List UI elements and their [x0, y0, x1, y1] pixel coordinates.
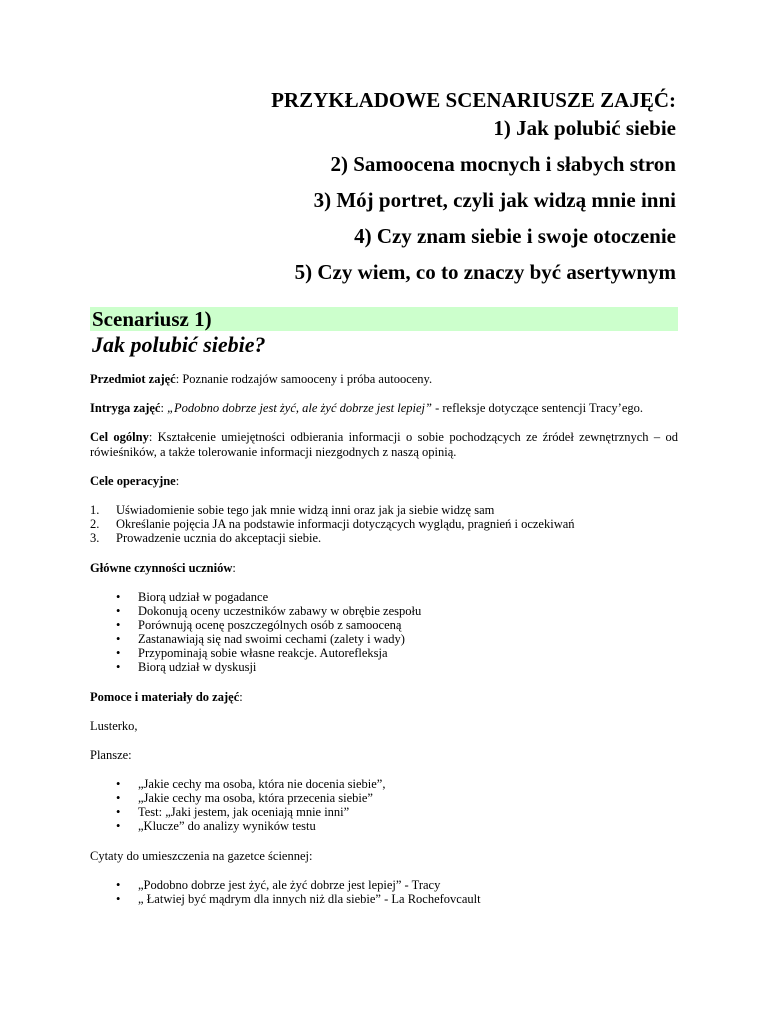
list-item-text: Biorą udział w dyskusji: [138, 660, 257, 674]
scenario-content: [90, 372, 678, 922]
list-item-text: „Podobno dobrze jest żyć, ale żyć dobrze jest lepiej” - Tracy: [138, 878, 441, 892]
list-item-text: „Jakie cechy ma osoba, która nie docenia siebie”,: [138, 777, 386, 791]
list-number: 1.: [90, 503, 100, 517]
document-title: PRZYKŁADOWE SCENARIUSZE ZAJĘĆ:: [271, 88, 676, 112]
topic-4: 4) Czy znam siebie i swoje otoczenie: [354, 224, 676, 248]
pomoce-colon: :: [239, 690, 243, 704]
topic-1: 1) Jak polubić siebie: [493, 116, 676, 140]
scenario-label: Scenariusz 1): [92, 307, 212, 331]
list-item: [90, 878, 678, 892]
bullet-icon: •: [116, 777, 121, 791]
czynnosci-list: [90, 590, 678, 674]
list-item-text: Prowadzenie ucznia do akceptacji siebie.: [116, 531, 322, 545]
topic-2: 2) Samoocena mocnych i słabych stron: [330, 152, 676, 176]
przedmiot-label: Przedmiot zajęć: [90, 372, 176, 386]
list-item: [90, 590, 678, 604]
list-item: [90, 777, 678, 791]
czynnosci-heading: [90, 561, 678, 576]
przedmiot-paragraph: [90, 372, 678, 387]
intryga-colon: :: [160, 401, 168, 415]
bullet-icon: •: [116, 660, 121, 674]
scenario-title: Jak polubić siebie?: [92, 332, 266, 357]
intryga-paragraph: [90, 401, 678, 416]
pomoce-heading: [90, 690, 678, 705]
bullet-icon: •: [116, 604, 121, 618]
czynnosci-label: Główne czynności uczniów: [90, 561, 233, 575]
bullet-icon: •: [116, 819, 121, 833]
pomoce-label: Pomoce i materiały do zajęć: [90, 690, 240, 704]
cytaty-heading: Cytaty do umieszczenia na gazetce ściennej:: [90, 849, 313, 863]
topic-3: 3) Mój portret, czyli jak widzą mnie inni: [313, 188, 676, 212]
bullet-icon: •: [116, 646, 121, 660]
list-item: [90, 660, 678, 674]
list-item: [90, 618, 678, 632]
list-item: [90, 604, 678, 618]
intryga-text: - refleksje dotyczące sentencji Tracy’ego.: [431, 401, 644, 415]
intryga-label: Intryga zajęć: [90, 401, 161, 415]
cele-operacyjne-heading: [90, 474, 678, 489]
list-number: 2.: [90, 517, 100, 531]
bullet-icon: •: [116, 632, 121, 646]
list-item-text: Biorą udział w pogadance: [138, 590, 269, 604]
list-item-text: Przypominają sobie własne reakcje. Autorefleksja: [138, 646, 388, 660]
list-item: [90, 892, 678, 906]
przedmiot-text: : Poznanie rodzajów samooceny i próba autooceny.: [175, 372, 433, 386]
list-item-text: Dokonują oceny uczestników zabawy w obrębie zespołu: [138, 604, 422, 618]
list-item-text: Uświadomienie sobie tego jak mnie widzą inni oraz jak ja siebie widzę sam: [116, 503, 495, 517]
lusterko-text: Lusterko,: [90, 719, 138, 733]
plansze-list: [90, 777, 678, 833]
bullet-icon: •: [116, 791, 121, 805]
plansze-text: Plansze:: [90, 748, 132, 762]
czynnosci-colon: :: [232, 561, 236, 575]
list-item-text: Zastanawiają się nad swoimi cechami (zalety i wady): [138, 632, 405, 646]
list-item-text: „Jakie cechy ma osoba, która przecenia siebie”: [138, 791, 373, 805]
cele-operacyjne-label: Cele operacyjne: [90, 474, 176, 488]
bullet-icon: •: [116, 805, 121, 819]
list-item: [90, 646, 678, 660]
list-item: [90, 805, 678, 819]
list-item: [90, 819, 678, 833]
list-item: [90, 531, 678, 545]
bullet-icon: •: [116, 590, 121, 604]
bullet-icon: •: [116, 618, 121, 632]
cel-paragraph: [90, 430, 678, 460]
list-item-text: Test: „Jaki jestem, jak oceniają mnie inni”: [138, 805, 350, 819]
bullet-icon: •: [116, 878, 121, 892]
bullet-icon: •: [116, 892, 121, 906]
list-number: 3.: [90, 531, 100, 545]
list-item: [90, 517, 678, 531]
cytaty-list: [90, 878, 678, 906]
cele-operacyjne-colon: :: [175, 474, 180, 488]
list-item: [90, 632, 678, 646]
document-header: [271, 86, 676, 286]
list-item-text: Określanie pojęcia JA na podstawie informacji dotyczących wyglądu, pragnień i oczekiwań: [116, 517, 575, 531]
cele-operacyjne-list: [90, 503, 678, 545]
list-item: [90, 503, 678, 517]
list-item-text: „ Łatwiej być mądrym dla innych niż dla siebie” - La Rochefovcault: [138, 892, 481, 906]
topic-5: 5) Czy wiem, co to znaczy być asertywnym: [294, 260, 676, 284]
cel-label: Cel ogólny: [90, 430, 149, 444]
list-item-text: Porównują ocenę poszczególnych osób z samooceną: [138, 618, 402, 632]
intryga-quote: „Podobno dobrze jest żyć, ale żyć dobrze jest lepiej”: [167, 401, 432, 415]
list-item: [90, 791, 678, 805]
cel-text: : Kształcenie umiejętności odbierania informacji o sobie pochodzących ze źródeł zewnętrznych – od rówieśników, a także tolerowanie informacji niezgodnych z naszą opinią.: [90, 430, 678, 459]
list-item-text: „Klucze” do analizy wyników testu: [138, 819, 316, 833]
